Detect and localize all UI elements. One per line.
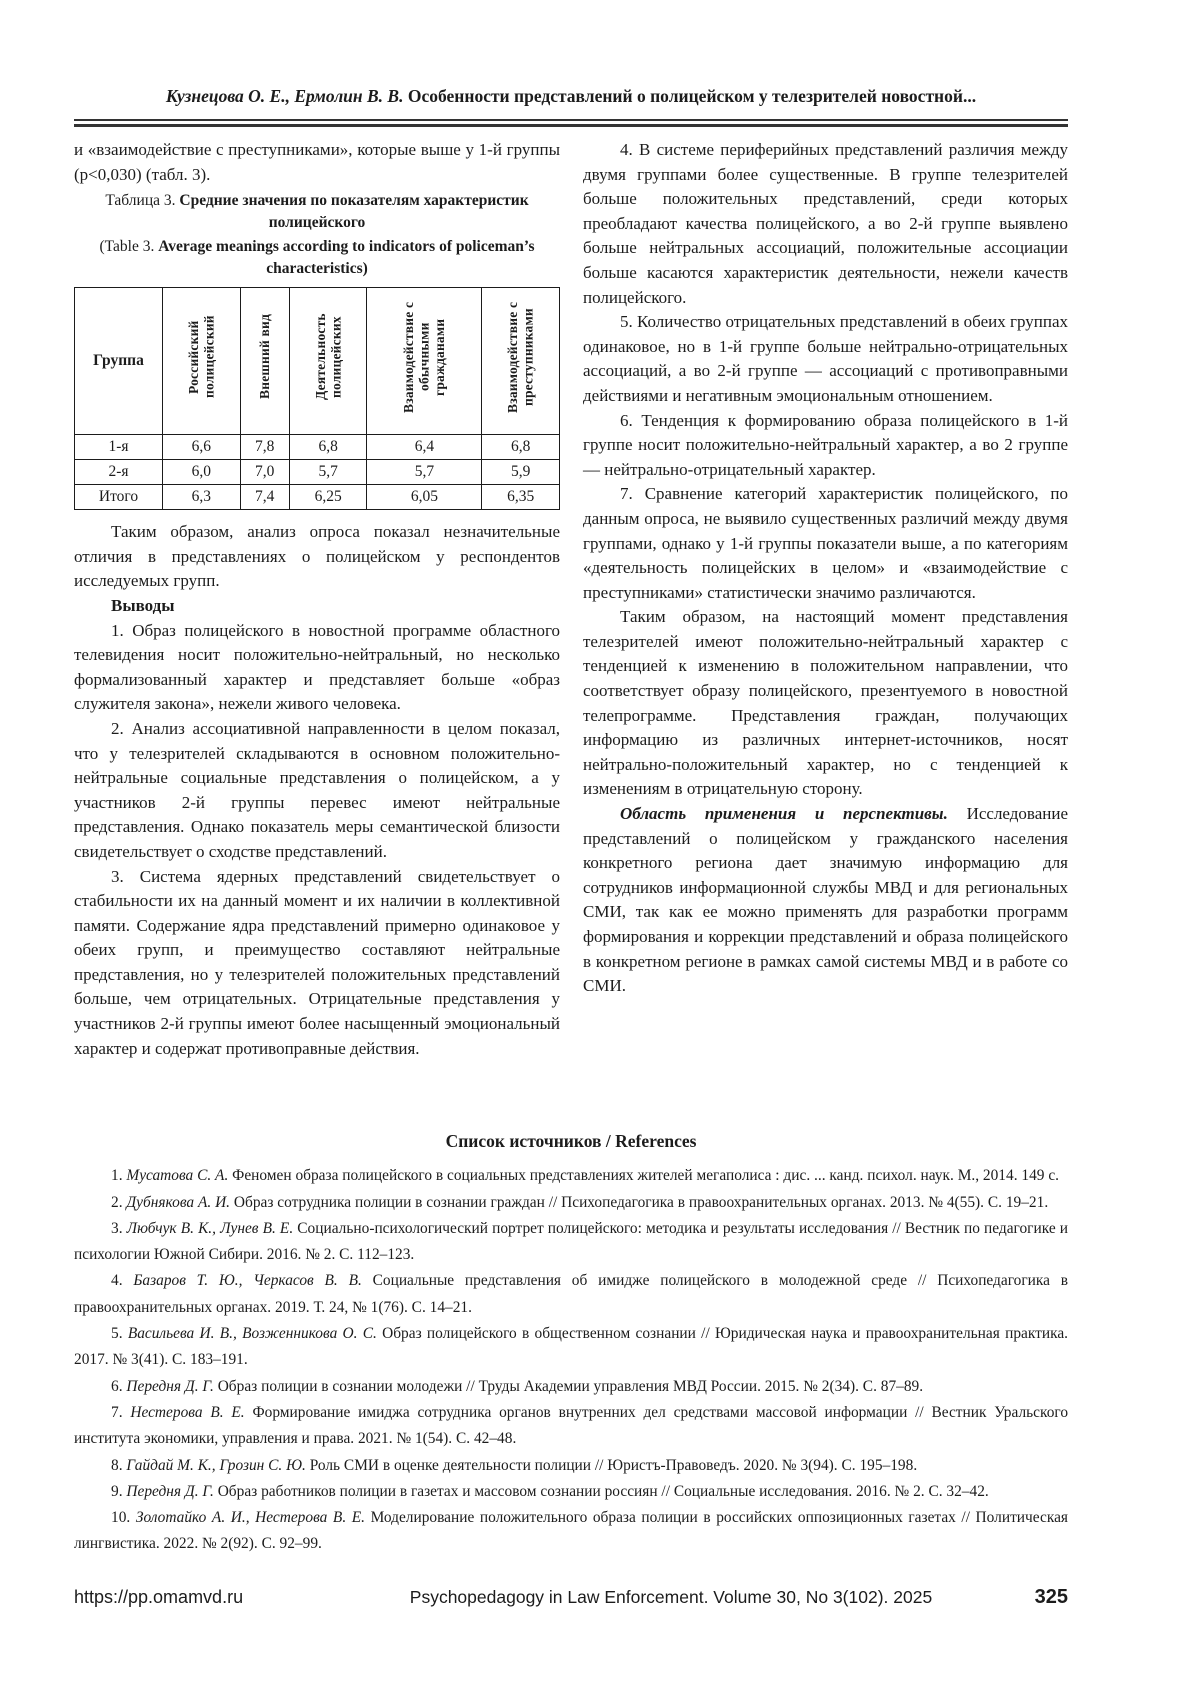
running-head [74,86,1068,107]
page-footer [74,1586,1068,1609]
cell: 5,7 [289,460,367,485]
cell: 6,05 [367,485,482,510]
reference-item: 6. Передня Д. Г. Образ полиции в сознании молодежи // Труды Академии управления МВД России. 2015. № 2(34). С. 87–89. [111,1377,924,1395]
body-columns [74,138,1068,1061]
table-caption-en [74,236,560,279]
conclusions-heading: Выводы [111,595,175,615]
journal-url: https://pp.omamvd.ru [74,1587,244,1607]
reference-item: 10. Золотайко А. И., Нестерова В. Е. Моделирование положительного образа полиции в российских оппозиционных газетах // Политическая лингвистика. 2022. № 2(92). С. 92–99. [74,1509,1068,1553]
table-caption-ru-text: Средние значения по показателям характеристик полицейского [179,192,529,231]
table-row [75,460,560,485]
scope-text: Исследование представлений о полицейском у гражданского населения конкретного региона дает значимую информацию для сотрудников информационной службы МВД и для региональных СМИ, так как ее можно применять для разработки программ формирования и коррекции представлений и образа полицейского в конкретном регионе в рамках самой системы МВД и в работе со СМИ. [583,804,1068,996]
conclusion-7: 7. Сравнение категорий характеристик полицейского, по данным опроса, не выявило существенных различий между двумя группами, однако у 1-й группы показатели выше, а по категориям «деятельность полицейских в целом» и «взаимодействие с преступниками» статистически значимо различаются. [583,484,1068,602]
table-header-col-5: Взаимодействие с преступниками [482,288,560,435]
conclusion-6: 6. Тенденция к формированию образа полицейского в 1-й группе носит положительно-нейтральный характер, а во 2 группе — нейтрально-отрицательный характер. [583,410,1068,479]
cell: 6,25 [289,485,367,510]
table-caption-ru [74,190,560,233]
row-label: 2-я [75,460,163,485]
reference-item: 2. Дубнякова А. И. Образ сотрудника полиции в сознании граждан // Психопедагогика в правоохранительных органах. 2013. № 4(55). С. 19–21. [111,1193,1049,1211]
conclusion-2: 2. Анализ ассоциативной направленности в целом показал, что у телезрителей складываются в основном положительно-нейтральные социальные представления о полицейском, а у участников 2-й группы перевес имеют нейтральные представления. Однако показатель меры семантической близости свидетельствует о сходстве представлений. [74,718,560,861]
reference-item: 3. Любчук В. К., Лунев В. Е. Социально-психологический портрет полицейского: методика и результаты исследования // Вестник по педагогике и психологии Южной Сибири. 2016. № 2. С. 112–123. [74,1219,1068,1264]
reference-item: 5. Васильева И. В., Возженникова О. С. Образ полицейского в общественном сознании // Юридическая наука и правоохранительная практика. 2017. № 3(41). С. 183–191. [74,1325,1069,1369]
reference-item: 7. Нестерова В. Е. Формирование имиджа сотрудника органов внутренних дел средствами массовой информации // Вестник Уральского института экономики, управления и права. 2021. № 1(54). С. 42–48. [74,1403,1069,1448]
table-caption-en-label: (Table 3. [99,238,155,256]
cell: 5,7 [367,460,482,485]
cell: 6,0 [163,460,241,485]
scope-paragraph [583,802,1068,999]
conclusion-4: 4. В системе периферийных представлений различия между двумя группами более существенные. В группе телезрителей больше положительных представлений, среди которых преобладают качества полицейского, а во 2-й группе выявлено больше нейтральных ассоциаций, положительные ассоциации больше касаются характеристик деятельности, нежели качеств полицейского. [583,140,1068,307]
cell: 7,0 [240,460,289,485]
journal-line: Psychopedagogy in Law Enforcement. Volume 30, No 3(102). 2025 [409,1587,933,1607]
cell: 6,8 [482,435,560,460]
reference-item: 8. Гайдай М. К., Грозин С. Ю. Роль СМИ в оценке деятельности полиции // Юристъ-Правоведъ. 2020. № 3(94). С. 195–198. [111,1456,918,1474]
table-caption-ru-label: Таблица 3. [105,192,176,210]
cell: 6,3 [163,485,241,510]
cell: 5,9 [482,460,560,485]
row-label: Итого [75,485,163,510]
cell: 6,6 [163,435,241,460]
left-column [74,138,560,1061]
conclusion-3: 3. Система ядерных представлений свидетельствует о стабильности их на данный момент и их наличии в коллективной памяти. Содержание ядра представлений примерно одинаковое у обеих групп, и преимущество составляют нейтральные представления, но у телезрителей положительных представлений больше, чем отрицательных. Отрицательные представления у участников 2-й группы имеют более насыщенный эмоциональный характер и содержат противоправные действия. [74,866,560,1058]
reference-item: 4. Базаров Т. Ю., Черкасов В. В. Социальные представления об имидже полицейского в молодежной среде // Психопедагогика в правоохранительных органах. 2019. Т. 24, № 1(76). С. 14–21. [74,1272,1069,1316]
running-head-authors: Кузнецова О. Е., Ермолин В. В. [165,86,404,106]
table-header-col-2: Внешний вид [240,288,289,435]
cell: 7,8 [240,435,289,460]
reference-item: 9. Передня Д. Г. Образ работников полиции в газетах и массовом сознании россиян // Социальные исследования. 2016. № 2. С. 32–42. [111,1482,989,1500]
table-header-col-4: Взаимодействие с обычными гражданами [367,288,482,435]
row-label: 1-я [75,435,163,460]
table-header-group: Группа [75,288,163,435]
table-caption-en-text: Average meanings according to indicators of policeman’s characteristics) [158,238,535,277]
cell: 6,35 [482,485,560,510]
table-header-col-1: Российский полицейский [163,288,241,435]
cell: 7,4 [240,485,289,510]
summary-paragraph: Таким образом, анализ опроса показал незначительные отличия в представлениях о полицейском у респондентов исследуемых групп. [74,522,560,591]
running-head-title: Особенности представлений о полицейском у телезрителей новостной... [407,86,977,106]
conclusion-1: 1. Образ полицейского в новостной программе областного телевидения носит положительно-нейтральный, но несколько формализованный характер и представляет больше «образ служителя закона», нежели живого человека. [74,620,560,714]
table-header-row [75,288,560,435]
cell: 6,8 [289,435,367,460]
conclusion-5: 5. Количество отрицательных представлений в обеих группах одинаковое, но в 1-й группе больше нейтрально-отрицательных ассоциаций, а во 2-й группе — ассоциаций с противоправными действиями и негативным эмоциональным отношением. [583,312,1068,405]
references-heading: Список источников / References [445,1131,697,1151]
right-column [583,138,1068,1061]
scope-lead: Область применения и перспективы. [620,804,948,824]
reference-item: 1. Мусатова С. А. Феномен образа полицейского в социальных представлениях жителей мегаполиса : дис. ... канд. психол. наук. М., 2014. 149 с. [111,1167,1060,1185]
final-summary-paragraph: Таким образом, на настоящий момент представления телезрителей имеют положительно-нейтральный характер с тенденцией к изменению в положительном направлении, что соответствует образу полицейского, презентуемого в новостной телепрограмме. Представления граждан, получающих информацию из различных интернет-источников, носят нейтрально-положительный характер, но с тенденцией к изменениям в отрицательную сторону. [583,607,1068,799]
table-3-average-values [74,287,560,510]
table-header-col-3: Деятельность полицейских [289,288,367,435]
intro-paragraph: и «взаимодействие с преступниками», которые выше у 1-й группы (p<0,030) (табл. 3). [74,140,560,184]
table-row [75,435,560,460]
page-number: 325 [1034,1586,1068,1608]
references-section [74,1128,1068,1558]
cell: 6,4 [367,435,482,460]
table-row [75,485,560,510]
header-double-rule [74,119,1068,127]
